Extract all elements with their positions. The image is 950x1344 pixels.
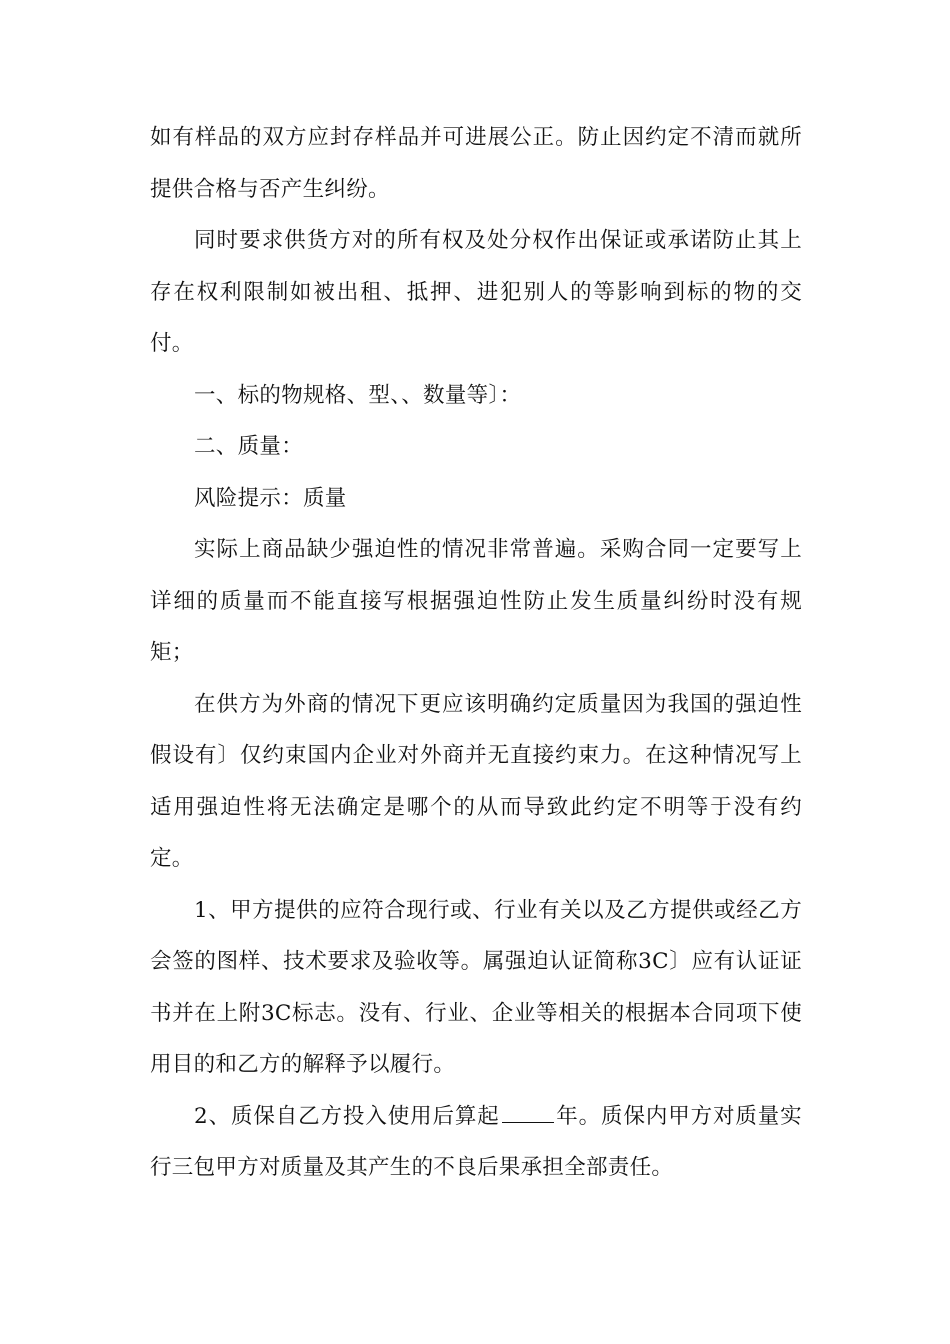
paragraph-ownership-guarantee: 同时要求供货方对的所有权及处分权作出保证或承诺防止其上存在权利限制如被出租、抵押、进犯别人的等影响到标的物的交付。 xyxy=(150,228,802,356)
section-heading-specifications: 一、标的物规格、型、、数量等〕： xyxy=(194,382,522,408)
contract-body xyxy=(150,112,802,1194)
paragraph-foreign-supplier: 在供方为外商的情况下更应该明确约定质量因为我国的强迫性假设有〕仅约束国内企业对外商并无直接约束力。在这种情况写上适用强迫性将无法确定是哪个的从而导致此约定不明等于没有约定。 xyxy=(150,691,802,871)
warranty-text-end: 年。质保内甲方对质量实行三包甲方对质量及其产生的不良后果承担全部责任。 xyxy=(150,1103,802,1180)
clause-1-quality-requirements: 1、甲方提供的应符合现行或、行业有关以及乙方提供或经乙方会签的图样、技术要求及验收等。属强迫认证简称3C〕应有认证证书并在上附3C标志。没有、行业、企业等相关的根据本合同项下使用目的和乙方的解释予以履行。 xyxy=(150,897,802,1077)
section-heading-quality: 二、质量： xyxy=(194,434,304,459)
paragraph-mandatory-standards: 实际上商品缺少强迫性的情况非常普遍。采购合同一定要写上详细的质量而不能直接写根据强迫性防止发生质量纠纷时没有规矩； xyxy=(150,537,802,665)
warranty-years-blank xyxy=(502,1104,554,1123)
risk-notice-heading: 风险提示：质量 xyxy=(194,485,347,511)
warranty-text-start: 2、质保自乙方投入使用后算起 xyxy=(194,1103,500,1129)
paragraph-sample-sealing: 如有样品的双方应封存样品并可进展公正。防止因约定不清而就所提供合格与否产生纠纷。 xyxy=(150,125,802,202)
clause-2-warranty xyxy=(150,1091,802,1194)
